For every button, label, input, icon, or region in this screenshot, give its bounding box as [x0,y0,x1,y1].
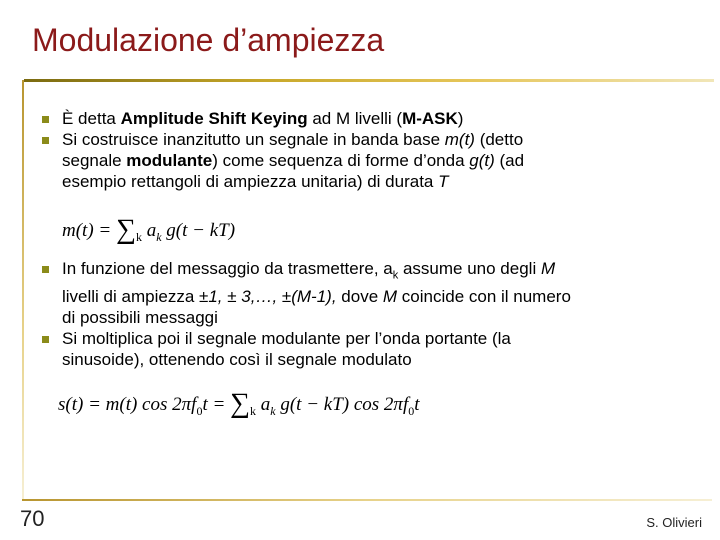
bullet-italic-text: M [382,287,398,307]
bullet-text: dove [336,287,383,307]
bullet-square-icon [42,137,49,144]
formula-part: g(t − kT) cos 2πf [275,394,409,415]
formula-lhs: m(t) = [62,220,112,241]
bullet-text: assume uno degli [398,259,541,278]
page-number: 70 [20,506,45,531]
bullet-item-modulating-signal [38,129,678,192]
bullet-square-icon [42,336,49,343]
bullet-item-mask [38,108,678,129]
author-credit: S. Olivieri [646,515,702,530]
bottom-border [22,499,712,501]
bullet-item-carrier [38,328,678,370]
left-border [22,80,24,500]
bullet-square-icon [42,116,49,123]
title-underline [24,79,714,82]
formula-part: t = [202,394,226,415]
bullet-italic-text: T [438,172,449,191]
bullet-text: coincide con il numero [397,287,571,307]
bullet-bold-text: Amplitude Shift Keying [120,109,308,128]
bullet-text: Si costruisce inanzitutto un segnale in banda base [62,130,445,149]
bullet-square-icon [42,266,49,273]
bullet-item-amplitude-levels [38,258,678,328]
bullet-text: ) come sequenza di forme d’onda [212,151,470,170]
bullet-list-bottom [38,258,678,370]
formula-subscript: 0 [196,403,203,418]
formula-rhs: g(t − kT) [161,220,236,241]
bullet-italic-text: g(t) [469,151,495,170]
bullet-text: ad M livelli ( [307,109,403,128]
sum-symbol: ∑ [230,388,251,419]
coefficient-index: k [270,403,276,418]
bullet-list-top [38,108,678,192]
bullet-text: (detto [474,130,524,149]
bullet-italic-text: M [540,259,556,278]
formula-subscript: 0 [408,403,415,418]
formula-modulating-signal [62,212,235,245]
bullet-text: esempio rettangoli di ampiezza unitaria) di durata [62,172,439,191]
bullet-text: (ad [494,151,525,170]
bullet-text: In funzione del messaggio da trasmettere, a [62,259,393,278]
formula-coefficient: a [146,220,157,241]
slide-title: Modulazione d’ampiezza [32,22,385,58]
bullet-text: Si moltiplica poi il segnale modulante per l’onda portante (la [62,329,511,349]
bullet-text: segnale [62,151,127,170]
sum-symbol: ∑ [115,214,136,245]
bullet-subscript: k [392,269,399,282]
bullet-bold-text: modulante [126,151,213,170]
coefficient-index: k [156,229,162,244]
formula-coefficient: a [260,394,271,415]
sum-index: k [135,229,142,244]
bullet-text: È detta [62,109,121,128]
bullet-bold-text: M-ASK [402,109,458,128]
bullet-text: livelli di ampiezza [62,287,199,307]
bullet-italic-text: ±1, ± 3,…, ±(M-1), [199,287,337,307]
sum-index: k [250,403,257,418]
bullet-italic-text: m(t) [444,130,475,149]
bullet-text: sinusoide), ottenendo così il segnale modulato [62,350,412,370]
bullet-text: di possibili messaggi [62,308,218,328]
formula-modulated-signal [58,386,420,419]
bullet-text: ) [457,109,464,128]
formula-part: s(t) = m(t) cos 2πf [58,394,197,415]
formula-part: t [414,394,420,415]
